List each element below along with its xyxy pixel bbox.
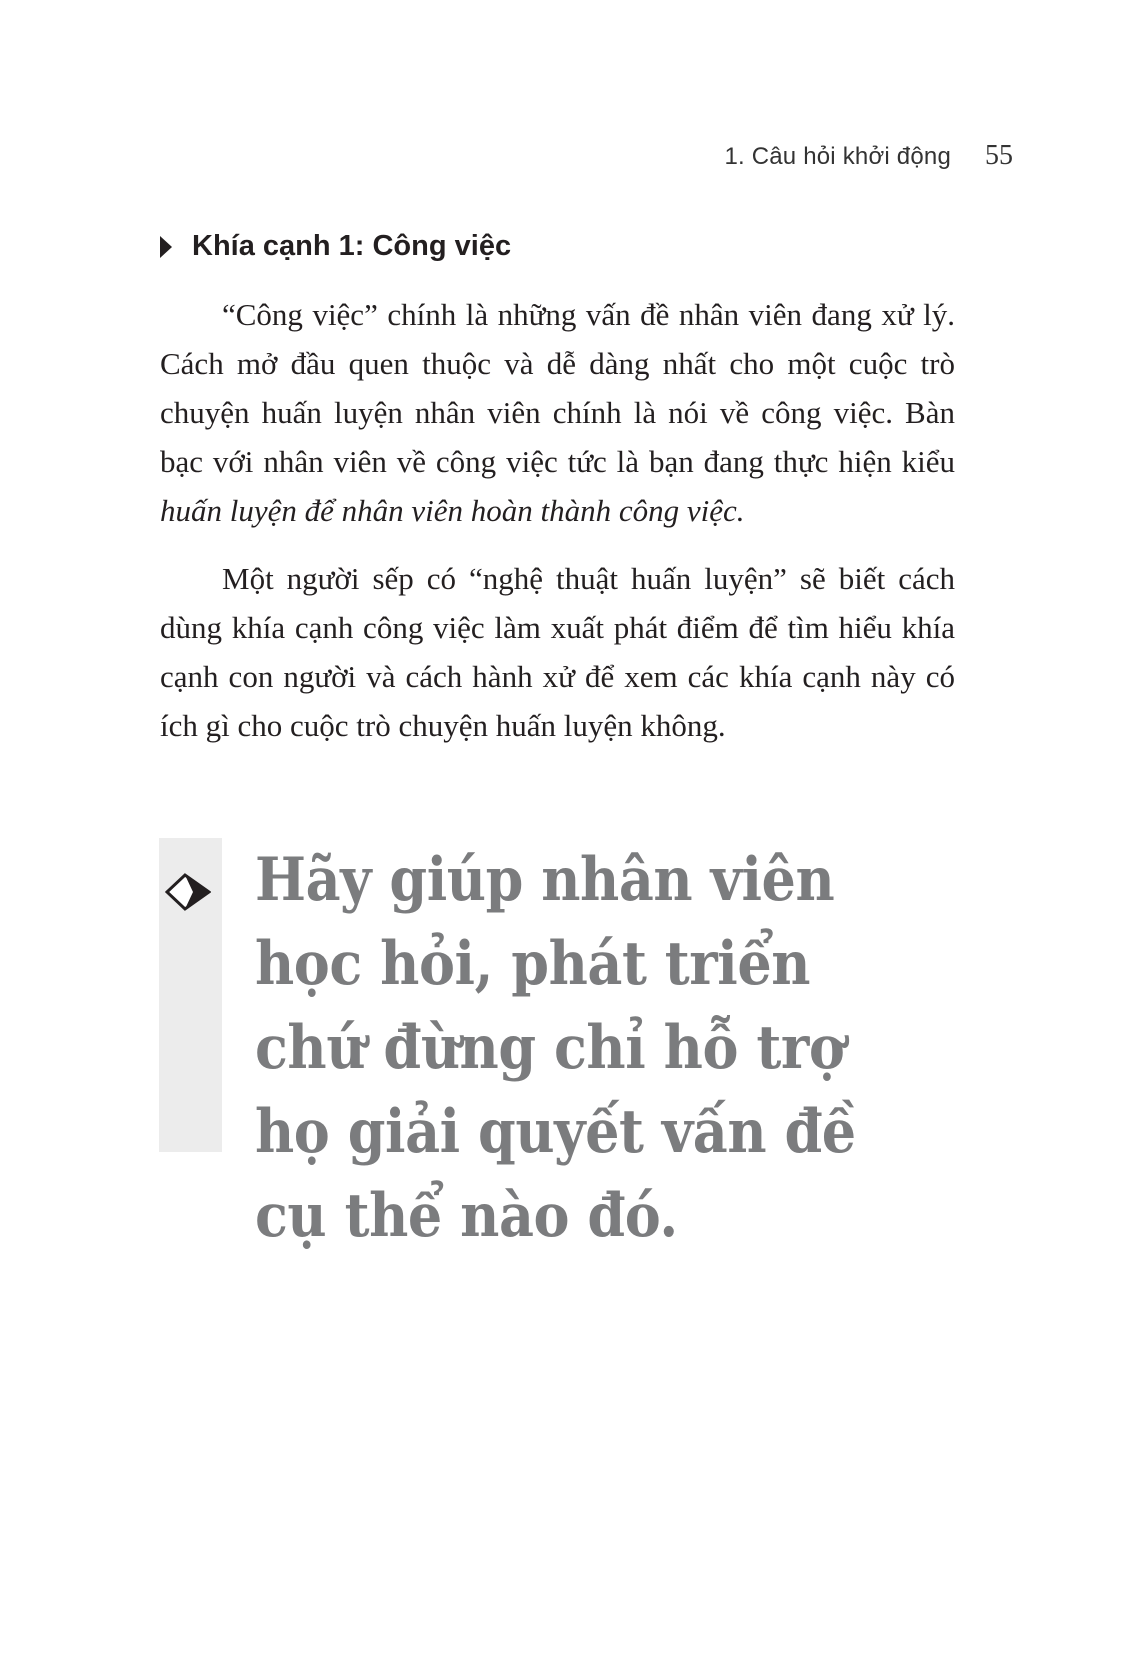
pull-quote-text: Hãy giúp nhân viên học hỏi, phát triển chứ đừng chỉ hỗ trợ họ giải quyết vấn đề cụ thể nào đó. <box>255 845 856 1251</box>
paragraph-2: Một người sếp có “nghệ thuật huấn luyện” sẽ biết cách dùng khía cạnh công việc làm xuất phát điểm để tìm hiểu khía cạnh con người và cách hành xử để xem các khía cạnh này có ích gì cho cuộc trò chuyện huấn luyện không. <box>160 561 955 743</box>
section-heading <box>160 230 511 263</box>
running-header <box>724 140 1013 172</box>
triangle-bullet-icon <box>160 236 172 258</box>
pull-quote <box>159 838 959 1251</box>
running-title: 1. Câu hỏi khởi động <box>724 143 951 170</box>
section-heading-text: Khía cạnh 1: Công việc <box>192 230 512 262</box>
diamond-arrow-icon <box>165 872 211 912</box>
paragraph-1 <box>160 290 955 535</box>
paragraph-1-text: “Công việc” chính là những vấn đề nhân viên đang xử lý. Cách mở đầu quen thuộc và dễ dàng nhất cho một cuộc trò chuyện huấn luyện nhân viên chính là nói về công việc. Bàn bạc với nhân viên về công việc tức là bạn đang thực hiện kiểu <box>160 297 955 479</box>
page-number: 55 <box>985 140 1013 171</box>
paragraph-1-italic: huấn luyện để nhân viên hoàn thành công việc. <box>160 493 745 528</box>
